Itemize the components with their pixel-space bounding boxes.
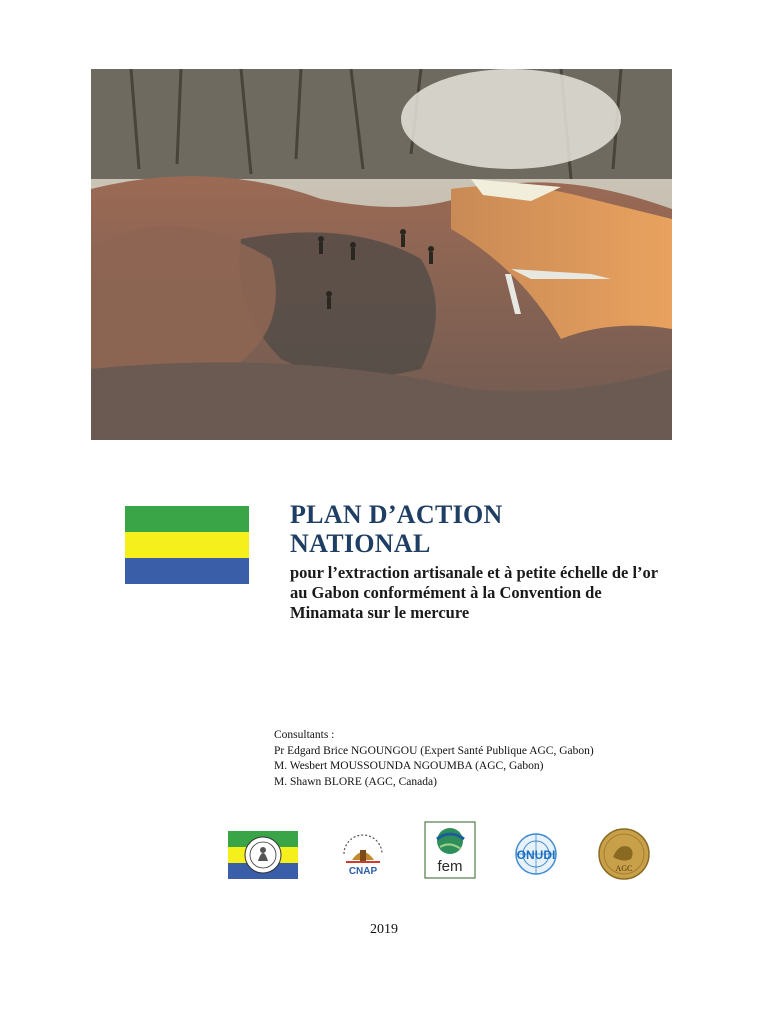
flag-stripe-yellow bbox=[125, 532, 249, 558]
partner-logos bbox=[0, 818, 768, 888]
gabon-flag bbox=[125, 506, 249, 584]
document-title bbox=[290, 500, 670, 558]
flag-stripe-blue bbox=[125, 558, 249, 584]
document-title-line1: PLAN D’ACTION bbox=[290, 500, 503, 529]
consultant-name: Pr Edgard Brice NGOUNGOU (Expert Santé Publique AGC, Gabon) bbox=[274, 744, 594, 757]
document-subtitle: pour l’extraction artisanale et à petite échelle de l’or au Gabon conformément à la Convention de Minamata sur le mercure bbox=[290, 563, 658, 622]
onudi-logo bbox=[508, 830, 564, 878]
flag-stripe-green bbox=[125, 506, 249, 532]
consultant-name: M. Shawn BLORE (AGC, Canada) bbox=[274, 775, 437, 788]
publication-year: 2019 bbox=[370, 922, 398, 937]
consultants-block bbox=[274, 728, 594, 790]
fem-logo bbox=[424, 821, 476, 879]
title-block bbox=[290, 500, 670, 623]
cnap-logo bbox=[338, 830, 388, 880]
consultant-name: M. Wesbert MOUSSOUNDA NGOUMBA (AGC, Gabon) bbox=[274, 760, 544, 772]
consultants-heading: Consultants : bbox=[274, 729, 335, 741]
onudi-logo-text: ONUDI bbox=[516, 848, 556, 862]
document-title-line2: NATIONAL bbox=[290, 529, 431, 558]
cover-photo bbox=[91, 69, 672, 440]
agc-logo bbox=[597, 827, 651, 881]
cnap-logo-text: CNAP bbox=[348, 866, 378, 877]
agc-logo-text: AGC bbox=[615, 864, 633, 873]
mining-site-photo bbox=[91, 69, 672, 440]
fem-logo-text: fem bbox=[437, 858, 463, 875]
gabon-coat-of-arms-logo bbox=[228, 831, 298, 879]
